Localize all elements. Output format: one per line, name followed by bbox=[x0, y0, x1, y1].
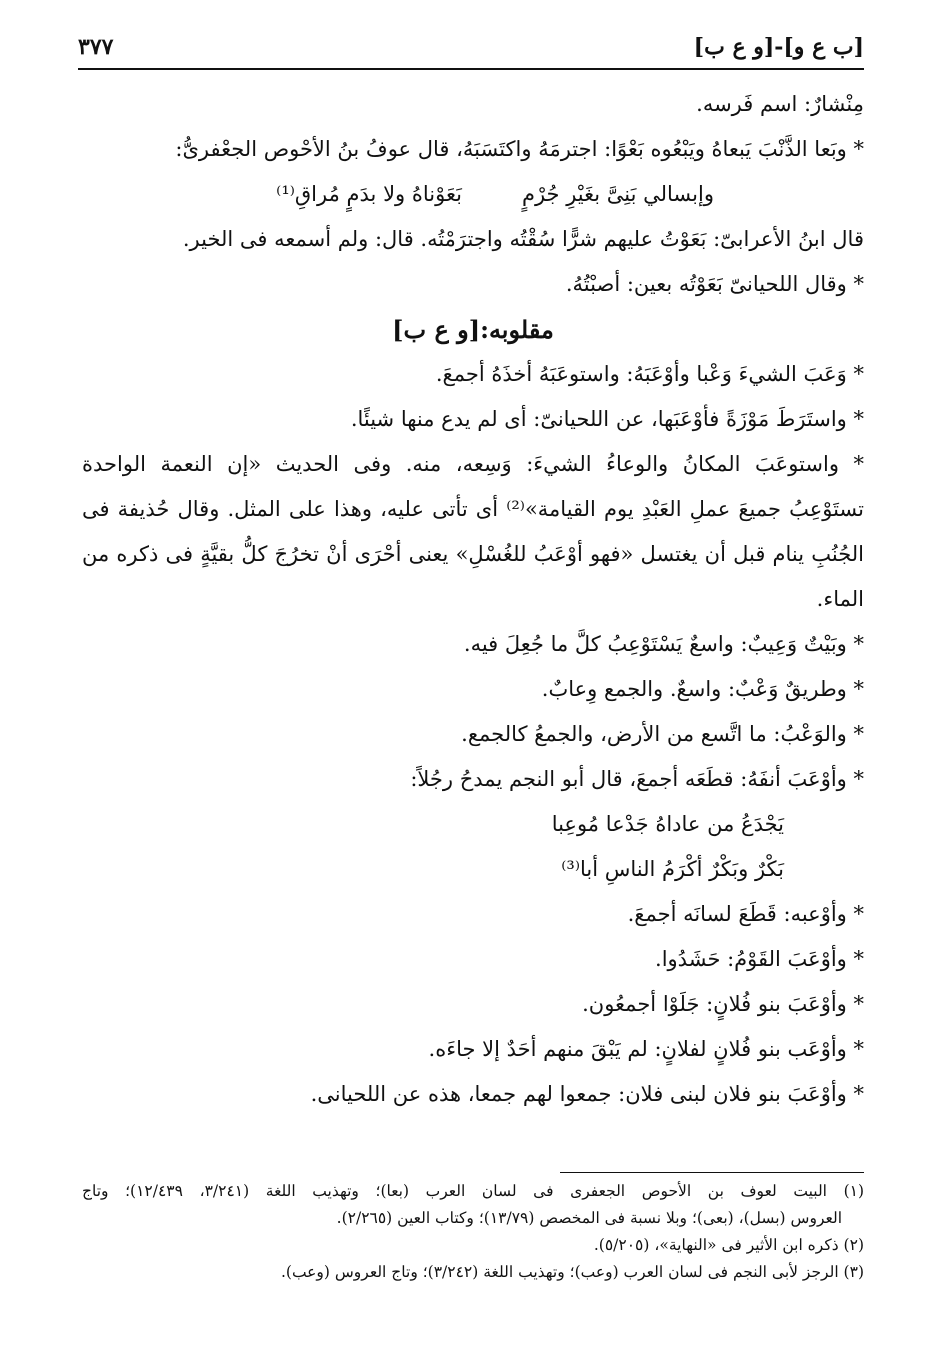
footnote-line: (١) البيت لعوف بن الأحوص الجعفرى فى لسان العرب (بعا)؛ وتهذيب اللغة (٣/٢٤١، ١٢/٤٣٩)؛ وتاج bbox=[82, 1182, 865, 1200]
main-text bbox=[82, 82, 864, 1117]
section-heading: مقلوبه:[و ع ب] bbox=[392, 315, 554, 344]
verse-line bbox=[82, 172, 864, 217]
text-line: * وَعَبَ الشيءَ وَعْبا وأوْعَبَهُ: واستوعَبَهُ أخذَهُ أجمعَ. bbox=[435, 362, 864, 386]
text-line: مِنْشارٌ: اسم فَرسه. bbox=[696, 92, 864, 116]
text-line: * وبَيْتٌ وَعِيبٌ: واسعٌ يَسْتَوْعِبُ كلَّ ما جُعِلَ فيه. bbox=[463, 632, 864, 656]
verse-line: بَكْرٌ وبَكْرٌ أكْرَمُ الناسِ أبا⁽³⁾ bbox=[561, 857, 784, 881]
text-line: تستَوْعِبُ جميعَ عملِ العَبْدِ يوم القيامة»⁽²⁾ أى تأتى عليه، وهذا على المثل. وقال حُذيفة فى bbox=[82, 497, 864, 521]
text-line: قال ابنُ الأعرابىّ: بَعَوْتُ عليهم شرًّا سُقْتُه واجترَمْتُه. قال: ولم أسمعه فى الخير. bbox=[182, 227, 864, 251]
footnote-line: العروس (بسل)، (بعى)؛ وبلا نسبة فى المخصص (١٣/٧٩)؛ وكتاب العين (٢/٢٦٥). bbox=[336, 1209, 842, 1227]
footnote-line: (٣) الرجز لأبى النجم فى لسان العرب (وعب)؛ وتهذيب اللغة (٣/٢٤٢)؛ وتاج العروس (وعب). bbox=[280, 1263, 864, 1281]
header-rule bbox=[78, 68, 864, 70]
text-line: * وأوْعَبَ أنفَهُ: قطَعَه أجمعَ، قال أبو النجم يمدحُ رجُلاً: bbox=[410, 767, 864, 791]
text-line: * وقال اللحيانىّ بَعَوْتُه بعين: أصبْتُهُ. bbox=[565, 272, 864, 296]
text-line: * وأوْعَب بنو فُلانٍ لفلانٍ: لم يَبْقَ منهم أحَدٌ إلا جاءَه. bbox=[428, 1037, 864, 1061]
text-line: الماء. bbox=[816, 587, 864, 611]
footnote-line: (٢) ذكره ابن الأثير فى «النهاية»، (٥/٢٠٥). bbox=[593, 1236, 864, 1254]
text-line: * واستَرَطَ مَوْزَةً فأوْعَبَها، عن اللحيانىّ: أى لم يدع منها شيئًا. bbox=[350, 407, 864, 431]
verse-hemistich: وإبسالي بَنِىَّ بغَيْرِ جُرْمٍ bbox=[521, 182, 714, 206]
text-line: * والوَعْبُ: ما اتَّسع من الأرض، والجمعُ كالجمع. bbox=[461, 722, 864, 746]
text-line: * وأوْعَبَ بنو فُلانٍ: جَلَوْا أجمعُون. bbox=[582, 992, 864, 1016]
text-line: * وأوْعَبَ القَوْمُ: حَشَدُوا. bbox=[655, 947, 864, 971]
text-line: * وأوْعَبَ بنو فلان لبنى فلان: جمعوا لهم جمعا، هذه عن اللحيانى. bbox=[310, 1082, 864, 1106]
page-header bbox=[78, 34, 864, 64]
verse-hemistich: بَعَوْناهُ ولا بدَمٍ مُراقِ⁽¹⁾ bbox=[276, 182, 462, 206]
verse-line: يَجْدَعُ من عاداهُ جَدْعا مُوعِبا bbox=[551, 812, 784, 836]
footnote-rule bbox=[560, 1172, 864, 1173]
text-line: * وطريقٌ وَعْبٌ: واسعٌ. والجمع وِعابٌ. bbox=[541, 677, 864, 701]
text-line: الجُنُبِ ينام قبل أن يغتسل «فهو أوْعَبُ للغُسْلِ» يعنى أحْرَى أنْ تخرُجَ كلُّ بقيَّةٍ فى ذكره من bbox=[82, 542, 864, 566]
text-line: * وبَعا الذَّنْبَ يَبعاهُ ويَبْعُوه بَعْوًا: اجترمَهُ واكتَسَبَهُ، قال عوفُ بنُ الأحْوص الجعْفرىُّ: bbox=[175, 137, 864, 161]
text-line: * وأوْعبه: قَطَعَ لسانَه أجمعَ. bbox=[627, 902, 864, 926]
footnotes bbox=[82, 1178, 864, 1286]
page-number: ٣٧٧ bbox=[78, 34, 114, 60]
text-line: * واستوعَبَ المكانُ والوعاءُ الشيءَ: وَسِعه، منه. وفى الحديث «إن النعمة الواحدة bbox=[82, 452, 864, 476]
root-label: [ب ع و]-[و ع ب] bbox=[693, 34, 864, 60]
